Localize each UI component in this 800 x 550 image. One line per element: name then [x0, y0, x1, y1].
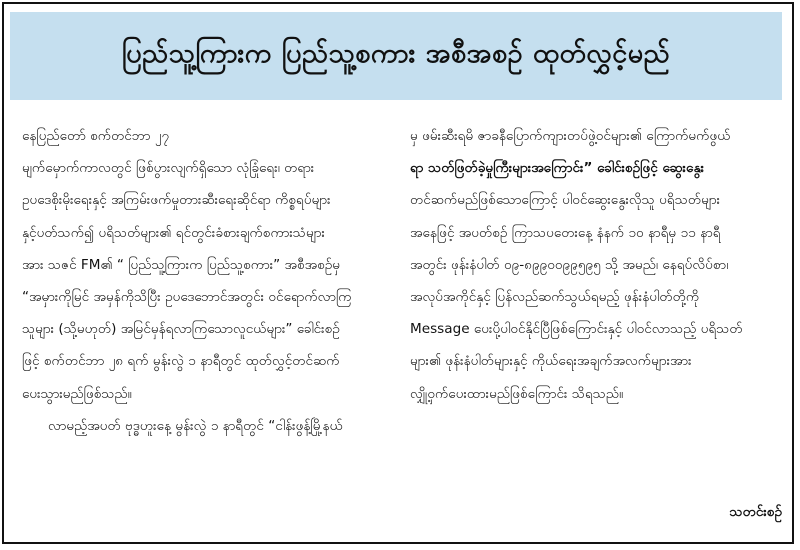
- left-column: [22, 120, 404, 442]
- body-line: အလုပ်အကိုင်နှင့် ပြန်လည်ဆက်သွယ်ရမည့် ဖုန်းနံပါတ်တို့ကို: [410, 289, 700, 306]
- body-line: သူများ (သို့မဟုတ်) အမြင်မှန်ရလာကြသောလူငယ်များ” ခေါင်းစဉ်: [22, 321, 340, 338]
- headline-banner: [10, 12, 782, 100]
- byline: သတင်းစဉ်: [729, 504, 782, 520]
- article-headline: ပြည်သူ့ကြားက ပြည်သူ့စကား အစီအစဉ် ထုတ်လွှင့်မည်: [121, 38, 671, 69]
- body-line: Message ပေးပို့ပါဝင်နိုင်ပြီဖြစ်ကြောင်းနှင့် ပါဝင်လာသည့် ပရိသတ်: [410, 321, 743, 338]
- body-line: “အမှားကိုမြင် အမှန်ကိုသိပြီး ဥပဒေဘောင်အတွင်း ဝင်ရောက်လာကြ: [22, 289, 352, 306]
- body-line: များ၏ ဖုန်းနံပါတ်များနှင့် ကိုယ်ရေးအချက်အလက်များအား: [410, 353, 692, 370]
- body-line: ရာ သတ်ဖြတ်ခဲ့မှုကြီးများအကြောင်း” ခေါင်းစဉ်ဖြင့် ဆွေးနွေး: [410, 160, 705, 177]
- body-line: လျှို့ဝှက်ပေးထားမည်ဖြစ်ကြောင်း သိရသည်။: [410, 385, 624, 402]
- body-line: မှ ဖမ်းဆီးရမိ ဇာခနီပြောက်ကျားတပ်ဖွဲ့ဝင်များ၏ ကြောက်မက်ဖွယ်: [410, 128, 731, 144]
- body-line: ဥပဒေစိုးမိုးရေးနှင့် အကြမ်းဖက်မှုတားဆီးရေးဆိုင်ရာ ကိစ္စရပ်များ: [22, 192, 331, 209]
- body-line: အနေဖြင့် အပတ်စဉ် ကြာသပတေးနေ့ နံနက် ၁၀ နာရီမှ ၁၁ နာရီ: [410, 224, 721, 241]
- dateline: နေပြည်တော် စက်တင်ဘာ ၂၇: [22, 128, 170, 144]
- body-line: မျက်မှောက်ကာလတွင် ဖြစ်ပွားလျက်ရှိသော လုံခြုံရေး၊ တရား: [22, 160, 315, 177]
- body-line: တင်ဆက်မည်ဖြစ်သောကြောင့် ပါဝင်ဆွေးနွေးလိုသူ ပရိသတ်များ: [410, 192, 721, 209]
- body-line: လာမည့်အပတ် ဗုဒ္ဓဟူးနေ့ မွန်းလွဲ ၁ နာရီတွင် “ငါန်းဖွန့်မြို့နယ်: [48, 417, 343, 434]
- body-line: အတွင်း ဖုန်းနံပါတ် ၀၉-၈၉၉၀၀၉၉၅၉၅ သို့ အမည်၊ နေရပ်လိပ်စာ၊: [410, 256, 729, 273]
- body-line: နှင့်ပတ်သက်၍ ပရိသတ်များ၏ ရင်တွင်းခံစားချက်စကားသံများ: [22, 224, 325, 241]
- right-column: [410, 120, 782, 410]
- body-line: ပေးသွားမည်ဖြစ်သည်။: [22, 385, 132, 402]
- body-line: အား သဇင် FM၏ “ ပြည်သူ့ကြားက ပြည်သူ့စကား” အစီအစဉ်မှ: [22, 256, 341, 273]
- body-line: ဖြင့် စက်တင်ဘာ ၂၈ ရက် မွန်းလွဲ ၁ နာရီတွင် ထုတ်လွှင့်တင်ဆက်: [22, 353, 340, 370]
